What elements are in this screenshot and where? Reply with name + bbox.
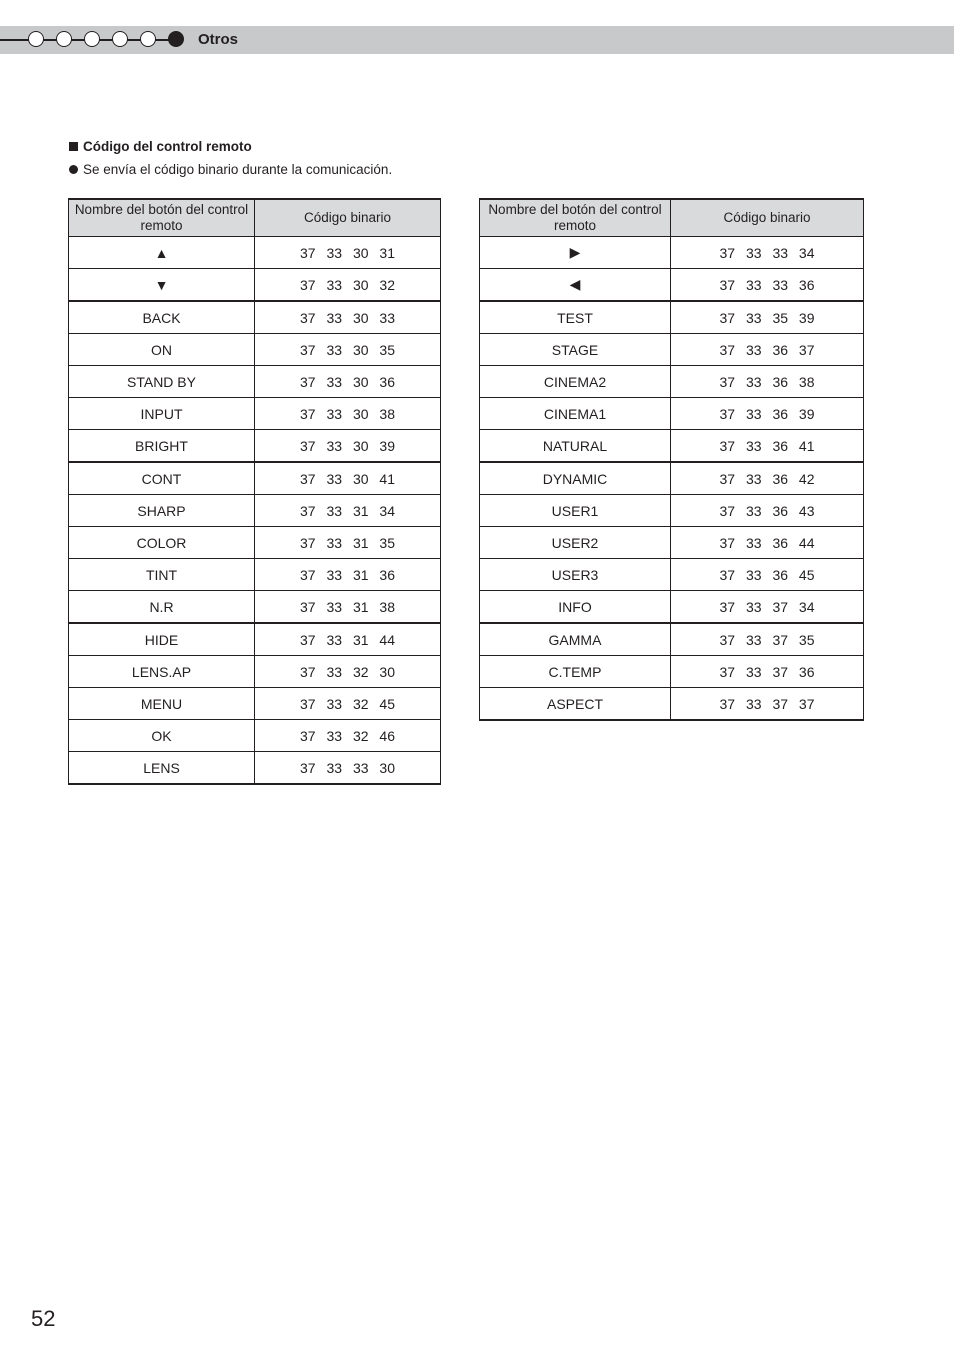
progress-dot-icon — [140, 31, 156, 47]
column-header-button-name: Nombre del botón del control remoto — [480, 199, 671, 237]
button-name-cell: ASPECT — [480, 688, 671, 721]
heading-text: Código del control remoto — [83, 139, 252, 154]
button-name-cell: ▼ — [69, 269, 255, 302]
button-name-cell: BACK — [69, 301, 255, 334]
button-name-cell: LENS — [69, 752, 255, 785]
round-bullet-icon — [69, 165, 78, 174]
button-name-cell: HIDE — [69, 623, 255, 656]
binary-code-cell: 37 33 30 38 — [255, 398, 441, 430]
table-row — [69, 495, 441, 527]
button-name-cell: STAGE — [480, 334, 671, 366]
section-heading — [69, 139, 252, 154]
binary-code-cell: 37 33 36 42 — [671, 462, 864, 495]
remote-code-table-right — [479, 198, 864, 721]
note-text: Se envía el código binario durante la comunicación. — [83, 162, 393, 177]
binary-code-cell: 37 33 36 44 — [671, 527, 864, 559]
table-row — [480, 688, 864, 721]
binary-code-cell: 37 33 31 34 — [255, 495, 441, 527]
button-name-cell: N.R — [69, 591, 255, 624]
table-row — [69, 237, 441, 269]
table-row — [480, 334, 864, 366]
table-row — [69, 334, 441, 366]
button-name-cell: INPUT — [69, 398, 255, 430]
table-row — [480, 430, 864, 463]
table-row — [480, 398, 864, 430]
remote-code-table-left — [68, 198, 441, 785]
binary-code-cell: 37 33 36 38 — [671, 366, 864, 398]
progress-dot-icon — [84, 31, 100, 47]
binary-code-cell: 37 33 30 31 — [255, 237, 441, 269]
button-name-cell: BRIGHT — [69, 430, 255, 463]
button-name-cell: ON — [69, 334, 255, 366]
binary-code-cell: 37 33 30 35 — [255, 334, 441, 366]
button-name-cell: INFO — [480, 591, 671, 624]
table-row — [480, 301, 864, 334]
binary-code-cell: 37 33 37 37 — [671, 688, 864, 721]
column-header-binary-code: Código binario — [671, 199, 864, 237]
binary-code-cell: 37 33 33 30 — [255, 752, 441, 785]
table-row — [480, 462, 864, 495]
column-header-binary-code: Código binario — [255, 199, 441, 237]
table-row — [69, 301, 441, 334]
button-name-cell: USER3 — [480, 559, 671, 591]
table-row — [69, 559, 441, 591]
table-row — [480, 527, 864, 559]
table-row — [69, 591, 441, 624]
button-name-cell: CINEMA2 — [480, 366, 671, 398]
column-header-button-name: Nombre del botón del control remoto — [69, 199, 255, 237]
table-row — [480, 623, 864, 656]
button-name-cell: DYNAMIC — [480, 462, 671, 495]
button-name-cell: ▲ — [69, 237, 255, 269]
button-name-cell: LENS.AP — [69, 656, 255, 688]
note-line — [69, 162, 392, 177]
button-name-cell: NATURAL — [480, 430, 671, 463]
button-name-cell: ▶ — [480, 237, 671, 269]
button-name-cell: TEST — [480, 301, 671, 334]
button-name-cell: ◀ — [480, 269, 671, 302]
button-name-cell: USER1 — [480, 495, 671, 527]
table-row — [69, 366, 441, 398]
table-row — [69, 752, 441, 785]
binary-code-cell: 37 33 36 39 — [671, 398, 864, 430]
button-name-cell: SHARP — [69, 495, 255, 527]
binary-code-cell: 37 33 30 32 — [255, 269, 441, 302]
button-name-cell: CONT — [69, 462, 255, 495]
table-row — [480, 269, 864, 302]
section-header-bar — [0, 26, 954, 54]
progress-dot-icon — [28, 31, 44, 47]
binary-code-cell: 37 33 31 38 — [255, 591, 441, 624]
page-number: 52 — [31, 1306, 56, 1331]
progress-dot-icon — [112, 31, 128, 47]
binary-code-cell: 37 33 36 37 — [671, 334, 864, 366]
table-row — [69, 430, 441, 463]
binary-code-cell: 37 33 33 36 — [671, 269, 864, 302]
binary-code-cell: 37 33 31 44 — [255, 623, 441, 656]
table-row — [69, 720, 441, 752]
binary-code-cell: 37 33 36 45 — [671, 559, 864, 591]
table-row — [69, 269, 441, 302]
binary-code-cell: 37 33 30 39 — [255, 430, 441, 463]
binary-code-cell: 37 33 31 36 — [255, 559, 441, 591]
section-title: Otros — [198, 31, 239, 48]
table-row — [480, 495, 864, 527]
table-row — [69, 688, 441, 720]
binary-code-cell: 37 33 37 35 — [671, 623, 864, 656]
button-name-cell: OK — [69, 720, 255, 752]
binary-code-cell: 37 33 33 34 — [671, 237, 864, 269]
table-row — [480, 591, 864, 624]
binary-code-cell: 37 33 30 33 — [255, 301, 441, 334]
binary-code-cell: 37 33 32 46 — [255, 720, 441, 752]
binary-code-cell: 37 33 36 43 — [671, 495, 864, 527]
button-name-cell: C.TEMP — [480, 656, 671, 688]
button-name-cell: USER2 — [480, 527, 671, 559]
table-row — [69, 462, 441, 495]
button-name-cell: TINT — [69, 559, 255, 591]
button-name-cell: MENU — [69, 688, 255, 720]
progress-dot-current-icon — [168, 31, 184, 47]
square-bullet-icon — [69, 142, 78, 151]
table-row — [69, 398, 441, 430]
binary-code-cell: 37 33 30 41 — [255, 462, 441, 495]
binary-code-cell: 37 33 35 39 — [671, 301, 864, 334]
binary-code-cell: 37 33 37 34 — [671, 591, 864, 624]
table-row — [480, 559, 864, 591]
table-row — [69, 623, 441, 656]
table-row — [480, 656, 864, 688]
button-name-cell: COLOR — [69, 527, 255, 559]
binary-code-cell: 37 33 37 36 — [671, 656, 864, 688]
table-row — [480, 237, 864, 269]
binary-code-cell: 37 33 31 35 — [255, 527, 441, 559]
binary-code-cell: 37 33 32 45 — [255, 688, 441, 720]
button-name-cell: CINEMA1 — [480, 398, 671, 430]
progress-dot-icon — [56, 31, 72, 47]
binary-code-cell: 37 33 32 30 — [255, 656, 441, 688]
binary-code-cell: 37 33 36 41 — [671, 430, 864, 463]
binary-code-cell: 37 33 30 36 — [255, 366, 441, 398]
button-name-cell: GAMMA — [480, 623, 671, 656]
table-row — [69, 656, 441, 688]
button-name-cell: STAND BY — [69, 366, 255, 398]
table-row — [480, 366, 864, 398]
table-row — [69, 527, 441, 559]
